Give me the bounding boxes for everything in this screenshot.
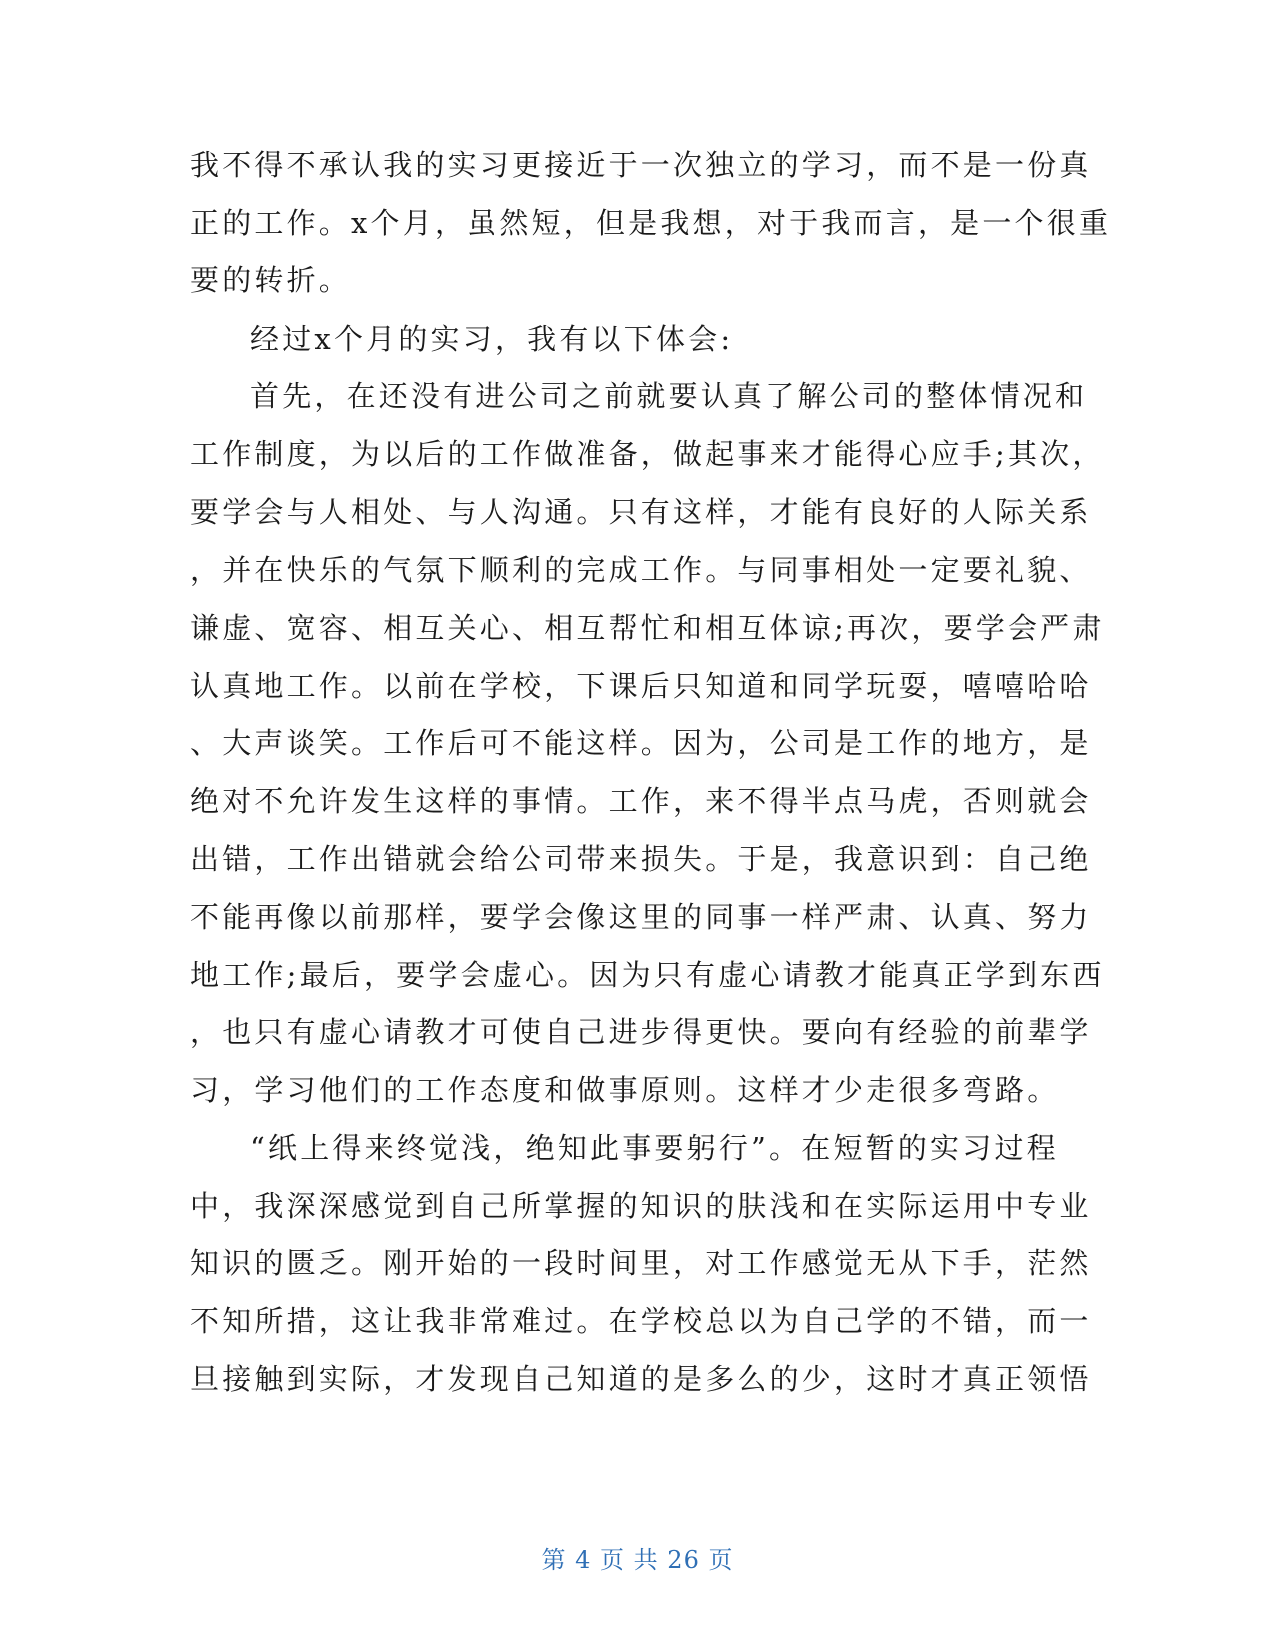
text-line: ，也只有虚心请教才可使自己进步得更快。要向有经验的前辈学 xyxy=(190,1015,1092,1049)
text-line: “纸上得来终觉浅，绝知此事要躬行”。在短暂的实习过程 xyxy=(250,1131,1059,1165)
text-line: 首先，在还没有进公司之前就要认真了解公司的整体情况和 xyxy=(250,379,1088,413)
text-line: 旦接触到实际，才发现自己知道的是多么的少，这时才真正领悟 xyxy=(190,1362,1092,1396)
text-line: 要的转折。 xyxy=(190,263,352,297)
text-line: 绝对不允许发生这样的事情。工作，来不得半点马虎，否则就会 xyxy=(190,784,1092,818)
text-line: 要学会与人相处、与人沟通。只有这样，才能有良好的人际关系 xyxy=(190,495,1092,529)
text-line: 中，我深深感觉到自己所掌握的知识的肤浅和在实际运用中专业 xyxy=(190,1189,1092,1223)
text-line: 正的工作。x个月，虽然短，但是我想，对于我而言，是一个很重 xyxy=(190,206,1112,240)
text-line: 工作制度，为以后的工作做准备，做起事来才能得心应手;其次， xyxy=(190,437,1105,471)
text-line: 习，学习他们的工作态度和做事原则。这样才少走很多弯路。 xyxy=(190,1073,1060,1107)
text-line: 出错，工作出错就会给公司带来损失。于是，我意识到：自己绝 xyxy=(190,842,1092,876)
text-line: 认真地工作。以前在学校，下课后只知道和同学玩耍，嘻嘻哈哈 xyxy=(190,669,1092,703)
text-line: ，并在快乐的气氛下顺利的完成工作。与同事相处一定要礼貌、 xyxy=(190,553,1092,587)
text-line: 不能再像以前那样，要学会像这里的同事一样严肃、认真、努力 xyxy=(190,900,1092,934)
text-line: 、大声谈笑。工作后可不能这样。因为，公司是工作的地方，是 xyxy=(190,726,1092,760)
text-line: 经过x个月的实习，我有以下体会: xyxy=(250,322,734,356)
text-line: 不知所措，这让我非常难过。在学校总以为自己学的不错，而一 xyxy=(190,1304,1092,1338)
text-line: 谦虚、宽容、相互关心、相互帮忙和相互体谅;再次，要学会严肃 xyxy=(190,611,1105,645)
text-line: 地工作;最后，要学会虚心。因为只有虚心请教才能真正学到东西 xyxy=(190,958,1105,992)
text-line: 我不得不承认我的实习更接近于一次独立的学习，而不是一份真 xyxy=(190,148,1092,182)
page-number-footer: 第 4 页 共 26 页 xyxy=(541,1546,734,1574)
text-line: 知识的匮乏。刚开始的一段时间里，对工作感觉无从下手，茫然 xyxy=(190,1246,1092,1280)
